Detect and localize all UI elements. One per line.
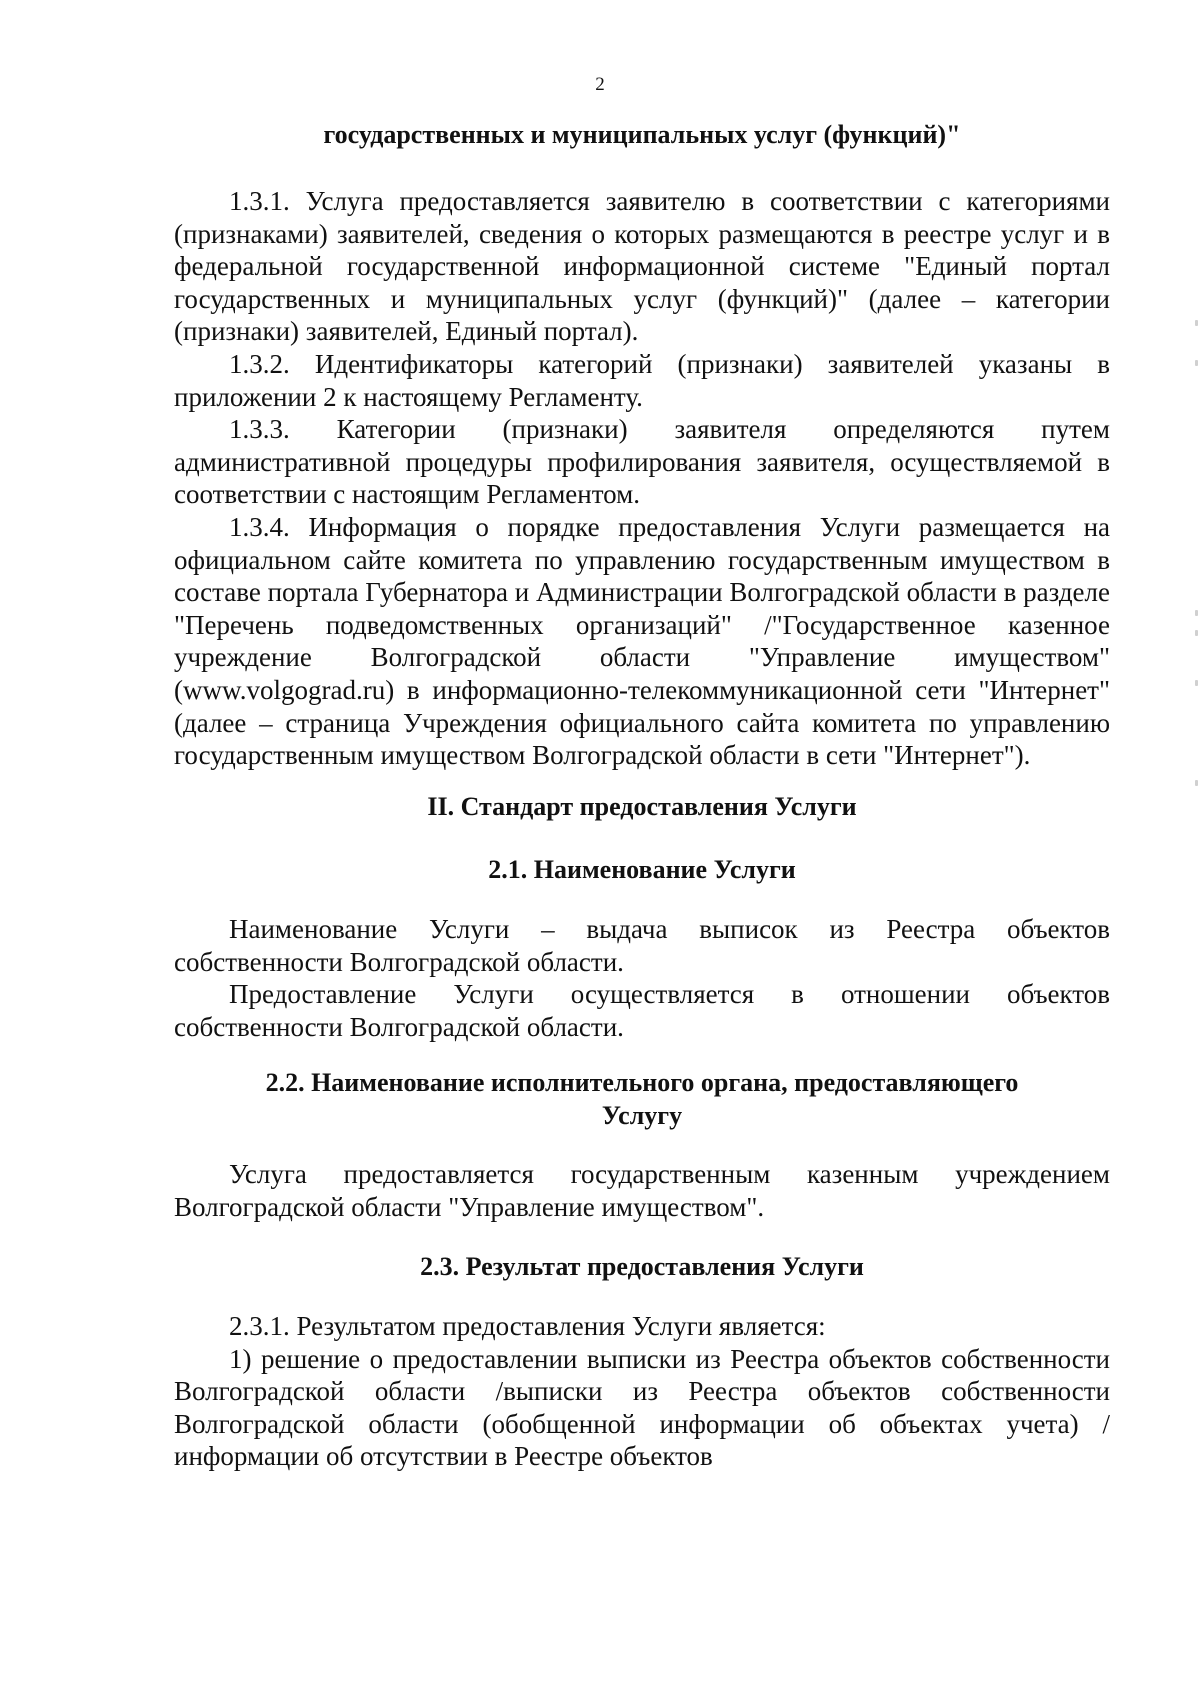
scan-edge-marks <box>1194 320 1200 880</box>
header-continuation: государственных и муниципальных услуг (функций)" <box>323 120 961 149</box>
page-number: 2 <box>595 74 605 95</box>
paragraph-2-2-1: Услуга предоставляется государственным казенным учреждением Волгоградской области "Управление имуществом". <box>174 1159 1110 1222</box>
section-2-2 <box>174 1066 1110 1132</box>
section-2-3-title: 2.3. Результат предоставления Услуги <box>420 1252 864 1281</box>
paragraph-2-1-1: Наименование Услуги – выдача выписок из Реестра объектов собственности Волгоградской области. <box>174 914 1110 977</box>
section-2-1-body <box>174 913 1110 1043</box>
section-2-2-title-line2: Услугу <box>601 1101 683 1130</box>
paragraph-1-3-3: 1.3.3. Категории (признаки) заявителя определяются путем административной процедуры профилирования заявителя, осуществляемой в соответствии с настоящим Регламентом. <box>174 414 1110 510</box>
section-2-heading-block <box>174 790 1110 823</box>
paragraph-1-3-1: 1.3.1. Услуга предоставляется заявителю в соответствии с категориями (признаками) заявителей, сведения о которых размещаются в реестре услуг и в федеральной государственной информационной системе "Единый портал государственных и муниципальных услуг (функций)" (далее – категории (признаки) заявителей, Единый портал). <box>174 186 1110 347</box>
section-2-title: II. Стандарт предоставления Услуги <box>427 792 857 821</box>
paragraph-1-3-2: 1.3.2. Идентификаторы категорий (признаки) заявителей указаны в приложении 2 к настоящему Регламенту. <box>174 348 1110 412</box>
section-2-3 <box>174 1250 1110 1283</box>
section-2-1 <box>174 853 1110 886</box>
header-continuation-block <box>174 118 1110 151</box>
section-2-3-body <box>174 1310 1110 1473</box>
paragraph-2-3-1: 2.3.1. Результатом предоставления Услуги является: <box>229 1311 826 1341</box>
section-2-2-body <box>174 1158 1110 1223</box>
section-1-3 <box>174 185 1110 772</box>
section-2-2-title-line1: 2.2. Наименование исполнительного органа, предоставляющего <box>265 1068 1019 1097</box>
paragraph-2-1-2: Предоставление Услуги осуществляется в отношении объектов собственности Волгоградской области. <box>174 979 1110 1042</box>
paragraph-2-3-1-item-1: 1) решение о предоставлении выписки из Реестра объектов собственности Волгоградской области /выписки из Реестра объектов собственности Волгоградской области (обобщенной информации об объектах учета) /информации об отсутствии в Реестре объектов <box>174 1343 1110 1472</box>
section-2-1-title: 2.1. Наименование Услуги <box>488 855 796 884</box>
paragraph-1-3-4: 1.3.4. Информация о порядке предоставления Услуги размещается на официальном сайте комитета по управлению государственным имуществом в составе портала Губернатора и Администрации Волгоградской области в разделе "Перечень подведомственных организаций" /"Государственное казенное учреждение Волгоградской области "Управление имуществом" (www.volgograd.ru) в информационно-телекоммуникационной сети "Интернет" (далее – страница Учреждения официального сайта комитета по управлению государственным имуществом Волгоградской области в сети "Интернет"). <box>174 511 1110 771</box>
